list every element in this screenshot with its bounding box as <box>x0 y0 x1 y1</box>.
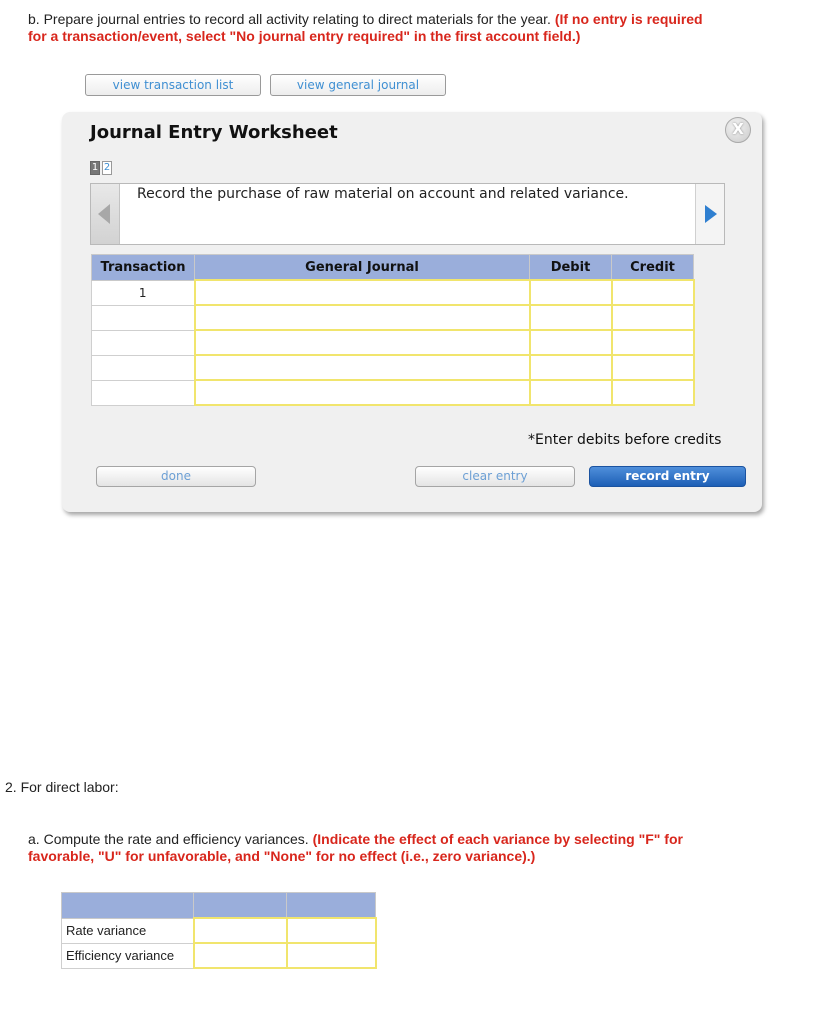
debit-field[interactable] <box>530 355 612 380</box>
arrow-right-icon <box>705 205 717 223</box>
transaction-cell <box>92 305 195 330</box>
rate-variance-amount-field[interactable] <box>194 918 287 943</box>
question-b-text: Prepare journal entries to record all activity relating to direct materials for the year. <box>43 11 551 27</box>
section-2-heading <box>5 779 119 796</box>
view-transaction-list-button[interactable]: view transaction list <box>85 74 261 96</box>
journal-entry-worksheet <box>62 112 762 512</box>
transaction-cell <box>92 330 195 355</box>
worksheet-title: Journal Entry Worksheet <box>90 122 338 143</box>
entry-prompt-box <box>90 183 725 245</box>
variance-header-effect <box>287 893 376 919</box>
journal-entry-table <box>91 254 695 406</box>
variance-header-row <box>62 893 376 919</box>
credit-field[interactable] <box>612 330 694 355</box>
credit-field[interactable] <box>612 355 694 380</box>
question-a-prefix: a. <box>28 831 44 847</box>
variance-header-label <box>62 893 194 919</box>
variance-label: Rate variance <box>62 918 194 943</box>
table-row <box>62 918 376 943</box>
variance-label: Efficiency variance <box>62 943 194 968</box>
transaction-cell: 1 <box>92 280 195 305</box>
question-a <box>28 831 718 865</box>
question-b-instruction: (If no entry is required for a transaction/event, select "No journal entry required" in the first account field.) <box>28 11 703 44</box>
efficiency-variance-amount-field[interactable] <box>194 943 287 968</box>
debit-field[interactable] <box>530 305 612 330</box>
column-header-debit: Debit <box>530 255 612 281</box>
rate-variance-effect-select[interactable] <box>287 918 376 943</box>
credit-field[interactable] <box>612 380 694 405</box>
column-header-transaction: Transaction <box>92 255 195 281</box>
table-row <box>92 280 694 305</box>
record-entry-button[interactable]: record entry <box>589 466 746 487</box>
table-row <box>92 330 694 355</box>
table-row <box>92 355 694 380</box>
table-row <box>62 943 376 968</box>
transaction-cell <box>92 380 195 405</box>
question-a-text: Compute the rate and efficiency variances. <box>43 831 309 847</box>
table-row <box>92 380 694 405</box>
page-2-button[interactable]: 2 <box>103 162 111 173</box>
previous-entry-button[interactable] <box>91 184 120 244</box>
account-field[interactable] <box>195 355 530 380</box>
account-field[interactable] <box>195 305 530 330</box>
column-header-general-journal: General Journal <box>195 255 530 281</box>
debits-note: *Enter debits before credits <box>528 432 722 448</box>
question-b-prefix: b. <box>28 11 44 27</box>
question-b <box>28 11 708 45</box>
efficiency-variance-effect-select[interactable] <box>287 943 376 968</box>
table-row <box>92 305 694 330</box>
debit-field[interactable] <box>530 330 612 355</box>
entry-prompt: Record the purchase of raw material on account and related variance. <box>137 186 629 202</box>
debit-field[interactable] <box>530 280 612 305</box>
credit-field[interactable] <box>612 280 694 305</box>
close-icon[interactable]: X <box>725 117 751 143</box>
debit-field[interactable] <box>530 380 612 405</box>
view-general-journal-button[interactable]: view general journal <box>270 74 446 96</box>
account-field[interactable] <box>195 330 530 355</box>
done-button[interactable]: done <box>96 466 256 487</box>
section-2-prefix: 2. <box>5 779 21 795</box>
page-1-button[interactable]: 1 <box>91 162 99 173</box>
section-2-text: For direct labor: <box>20 779 119 795</box>
arrow-left-icon <box>98 204 110 224</box>
variance-header-amount <box>194 893 287 919</box>
table-header-row <box>92 255 694 281</box>
account-field[interactable] <box>195 380 530 405</box>
account-field[interactable] <box>195 280 530 305</box>
question-a-instruction: (Indicate the effect of each variance by selecting "F" for favorable, "U" for unfavorable, and "None" for no effect (i.e., zero variance).) <box>28 831 683 864</box>
next-entry-button[interactable] <box>695 184 724 244</box>
variance-table <box>61 892 377 969</box>
transaction-cell <box>92 355 195 380</box>
column-header-credit: Credit <box>612 255 694 281</box>
clear-entry-button[interactable]: clear entry <box>415 466 575 487</box>
credit-field[interactable] <box>612 305 694 330</box>
